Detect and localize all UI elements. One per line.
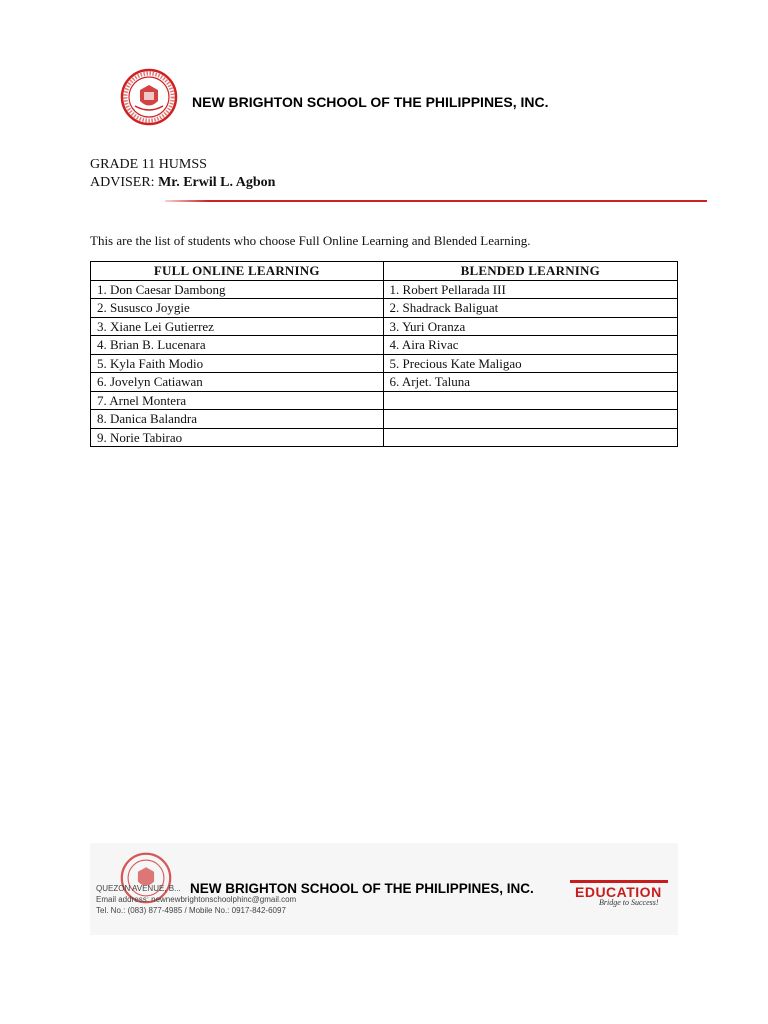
table-body — [91, 280, 678, 447]
full-online-student-cell: 2. Sususco Joygie — [91, 299, 384, 318]
education-label: EDUCATION — [575, 884, 662, 900]
table-row — [91, 299, 678, 318]
adviser-line — [90, 175, 275, 191]
table-row — [91, 317, 678, 336]
adviser-name: Mr. Erwil L. Agbon — [158, 175, 276, 190]
education-tagline: Bridge to Success! — [599, 898, 659, 907]
table-row — [91, 336, 678, 355]
adviser-label: ADVISER: — [90, 175, 155, 190]
table-row — [91, 373, 678, 392]
table-row — [91, 354, 678, 373]
blended-student-cell: 2. Shadrack Baliguat — [383, 299, 677, 318]
blended-header: BLENDED LEARNING — [383, 262, 677, 281]
full-online-student-cell: 7. Arnel Montera — [91, 391, 384, 410]
full-online-student-cell: 1. Don Caesar Dambong — [91, 280, 384, 299]
school-name-header: NEW BRIGHTON SCHOOL OF THE PHILIPPINES, INC. — [192, 94, 549, 110]
table-header-row — [91, 262, 678, 281]
table-row — [91, 428, 678, 447]
full-online-student-cell: 3. Xiane Lei Gutierrez — [91, 317, 384, 336]
blended-student-cell: 4. Aira Rivac — [383, 336, 677, 355]
full-online-student-cell: 6. Jovelyn Catiawan — [91, 373, 384, 392]
education-bar — [570, 880, 668, 883]
table-row — [91, 410, 678, 429]
grade-label: GRADE 11 HUMSS — [90, 157, 207, 172]
blended-student-cell: 6. Arjet. Taluna — [383, 373, 677, 392]
header-divider — [165, 200, 707, 202]
blended-student-cell — [383, 410, 677, 429]
blended-student-cell — [383, 428, 677, 447]
full-online-student-cell: 4. Brian B. Lucenara — [91, 336, 384, 355]
table-row — [91, 391, 678, 410]
table-row — [91, 280, 678, 299]
blended-student-cell — [383, 391, 677, 410]
full-online-student-cell: 8. Danica Balandra — [91, 410, 384, 429]
blended-student-cell: 3. Yuri Oranza — [383, 317, 677, 336]
intro-text: This are the list of students who choose Full Online Learning and Blended Learning. — [90, 233, 531, 248]
footer-email-line: Email address: newnewbrightonschoolphinc@gmail.com — [96, 895, 297, 904]
footer-phone-line: Tel. No.: (083) 877-4985 / Mobile No.: 0917-842-6097 — [96, 906, 286, 915]
full-online-header: FULL ONLINE LEARNING — [91, 262, 384, 281]
blended-student-cell: 5. Precious Kate Maligao — [383, 354, 677, 373]
full-online-student-cell: 9. Norie Tabirao — [91, 428, 384, 447]
full-online-student-cell: 5. Kyla Faith Modio — [91, 354, 384, 373]
school-seal-logo — [120, 68, 178, 126]
footer-address-line: QUEZON AVENUE, B... — [96, 884, 181, 893]
letterhead-footer — [90, 843, 678, 935]
student-list-table — [90, 261, 678, 447]
footer-school-name: NEW BRIGHTON SCHOOL OF THE PHILIPPINES, INC. — [190, 881, 534, 896]
blended-student-cell: 1. Robert Pellarada III — [383, 280, 677, 299]
